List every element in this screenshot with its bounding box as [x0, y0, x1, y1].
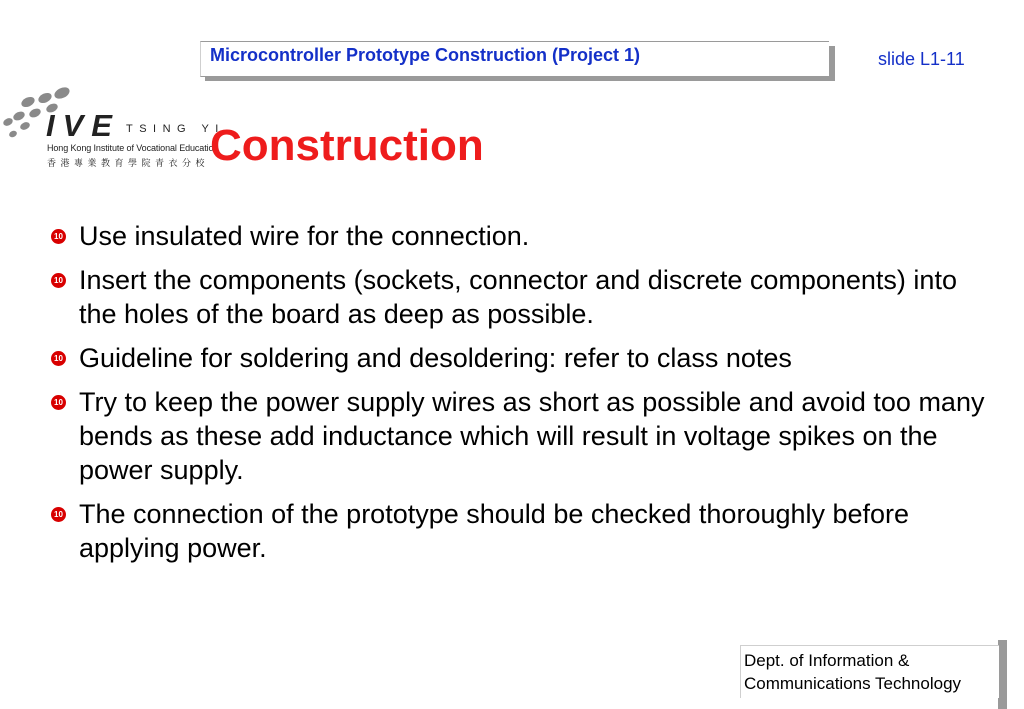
logo-english-name: Hong Kong Institute of Vocational Education — [47, 143, 219, 153]
bullet-icon: 10 — [51, 395, 66, 410]
bullet-icon: 10 — [51, 351, 66, 366]
slide-number: slide L1-11 — [878, 49, 965, 69]
logo-campus-text: TSING YI — [126, 123, 225, 135]
footer-box-shadow — [998, 640, 1007, 709]
logo-ive-text: IVE — [46, 108, 120, 143]
bullet-icon: 10 — [51, 229, 66, 244]
bullet-list — [48, 219, 988, 575]
list-item — [48, 385, 988, 487]
course-title: Microcontroller Prototype Construction (Project 1) — [210, 45, 641, 65]
bullet-text: The connection of the prototype should be checked thoroughly before applying power. — [79, 499, 910, 563]
department-line-2: Communications Technology — [744, 674, 962, 693]
list-item — [48, 263, 988, 331]
logo-chinese-name: 香港專業教育學院青衣分校 — [47, 158, 210, 168]
bullet-icon: 10 — [51, 507, 66, 522]
bullet-text: Guideline for soldering and desoldering: refer to class notes — [79, 343, 792, 373]
page-title: Construction — [210, 121, 484, 170]
bullet-icon: 10 — [51, 273, 66, 288]
bullet-text: Insert the components (sockets, connector and discrete components) into the holes of the board as deep as possible. — [79, 265, 957, 329]
list-item — [48, 341, 988, 375]
department-label — [744, 649, 961, 695]
list-item — [48, 219, 988, 253]
list-item — [48, 497, 988, 565]
bullet-text: Use insulated wire for the connection. — [79, 221, 530, 251]
bullet-text: Try to keep the power supply wires as short as possible and avoid too many bends as these add inductance which will result in voltage spikes on the power supply. — [79, 387, 985, 485]
department-line-1: Dept. of Information & — [744, 651, 910, 670]
